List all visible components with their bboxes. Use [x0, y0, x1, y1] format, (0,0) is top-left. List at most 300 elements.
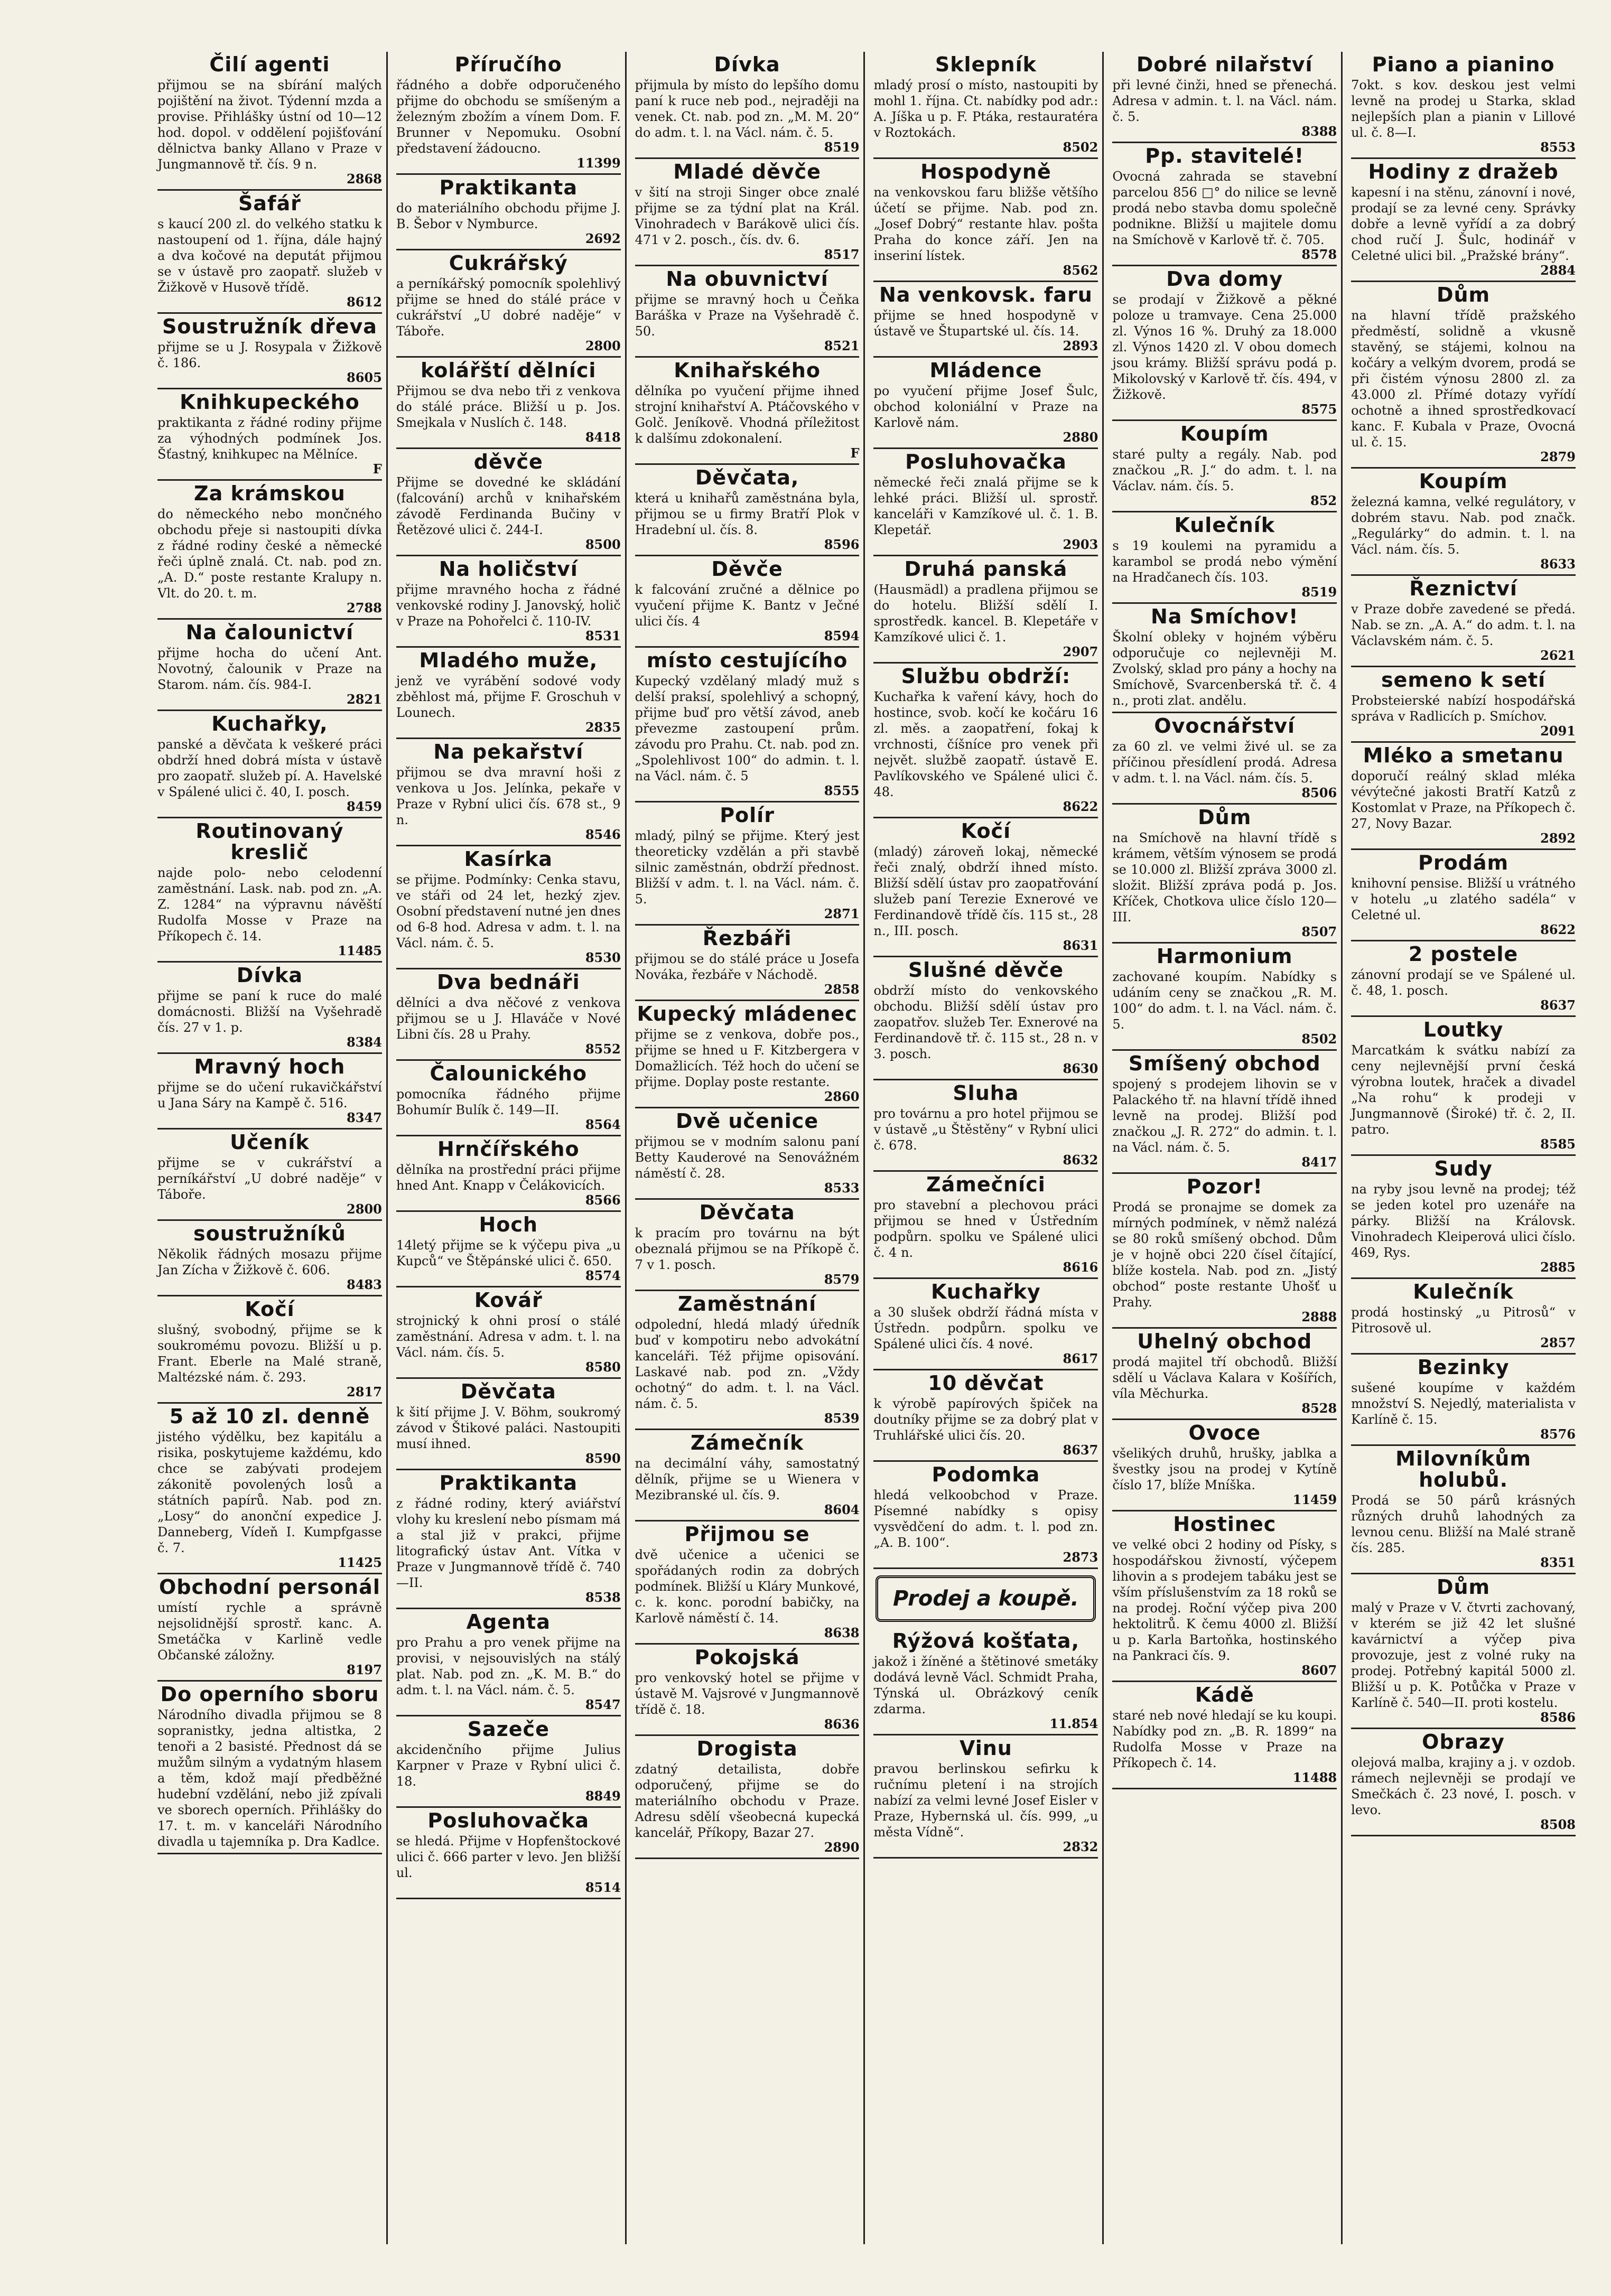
- ad-text: na venkovskou faru bližše většího účetí se přijme. Nab. pod zn. „Josef Dobrý“ restante hlav. pošta Praha do konce září. Jen na inseriní lístek.: [873, 185, 1098, 263]
- classified-ad: [635, 1430, 860, 1522]
- ad-text: v Praze dobře zavedené se předá. Nab. se zn. „A. A.“ do adm. t. l. na Václavském nám. č. 5.: [1351, 602, 1576, 648]
- ad-text: přijmou se na sbírání malých pojištění na život. Týdenní mzda a provise. Přihlášky ústní od 10—12 hod. dopol. v oddělení pojišťování dělnictva banky Allano v Praze v Jungmannově tř. čís. 9 n.: [157, 78, 382, 172]
- ad-heading: místo cestujícího: [646, 649, 848, 672]
- classified-ad: [396, 449, 621, 556]
- ad-heading: kolářští dělníci: [421, 359, 597, 382]
- ad-text: zánovní prodají se ve Spálené ul. č. 48, 1. posch.: [1351, 967, 1576, 998]
- ad-number: 8483: [347, 1277, 382, 1292]
- ad-heading: Milovníkům holubů.: [1395, 1447, 1531, 1491]
- ad-text: která u knihařů zaměstnána byla, přijmou se u firmy Bratří Plok v Hradební ul. čís. 8.: [635, 491, 860, 537]
- ad-text: jakož i žíněné a štětinové smetáky dodává levně Václ. Schmidt Praha, Týnská ul. Obrázkový ceník zdarma.: [873, 1654, 1098, 1716]
- ad-number: 8519: [824, 139, 860, 155]
- ad-text: dělníka na prostřední práci přijme hned Ant. Knapp v Čelákovicích.: [396, 1162, 621, 1193]
- ad-text: Prodá se 50 párů krásných různých druhů lahodných za levnou cenu. Bližší na Malé straně čís. 285.: [1351, 1493, 1576, 1555]
- ad-text: Ovocná zahrada se stavební parcelou 856 □° do nilice se levně prodá nebo stavba domu společně podnikne. Bližší u majitele domu na Smíchově v Karlově tř. č. 705.: [1112, 169, 1337, 247]
- ad-heading: Agenta: [466, 1610, 551, 1634]
- ad-heading: 2 postele: [1408, 942, 1519, 966]
- ad-text: olejová malba, krajiny a j. v ozdob. rámech nejlevněji se prodají ve Smečkách č. 23 nové, I. posch. v levo.: [1351, 1755, 1576, 1817]
- ad-text: přijme mravného hocha z řádné venkovské rodiny J. Janovský, holič v Praze na Pohořelci č. 110-IV.: [396, 582, 621, 629]
- classified-ad: [873, 1370, 1098, 1462]
- ad-text: pro továrnu a pro hotel přijmou se v ústavě „u Štěstěny“ v Rybní ulici č. 678.: [873, 1106, 1098, 1153]
- ad-heading: Děvče: [711, 557, 783, 581]
- ad-number: 8590: [585, 1451, 621, 1466]
- classified-ad: [635, 1736, 860, 1859]
- ad-number: 2860: [824, 1089, 860, 1104]
- ad-number: 8531: [585, 628, 621, 643]
- ad-heading: Příručího: [454, 53, 562, 76]
- ad-text: 14letý přijme se k výčepu piva „u Kupců“ ve Štěpánské ulici č. 650.: [396, 1238, 621, 1268]
- ad-heading: Koupím: [1419, 470, 1508, 493]
- ad-number: 8630: [1063, 1061, 1098, 1076]
- ad-number: 8576: [1540, 1426, 1576, 1442]
- classified-ad: [1351, 743, 1576, 850]
- ad-number: 11.854: [1049, 1716, 1098, 1731]
- ad-number: 8528: [1301, 1401, 1337, 1416]
- ad-heading: Dům: [1436, 1575, 1491, 1599]
- ad-heading: Harmonium: [1156, 945, 1293, 968]
- ad-text: přijme se z venkova, dobře pos., přijme se hned u F. Kitzbergera v Domažlicích. Též hoch do učení se přijme. Doplay poste restante.: [635, 1027, 860, 1089]
- ad-number: 2888: [1301, 1309, 1337, 1324]
- ad-text: na Smíchově na hlavní třídě s krámem, větším výnosem se prodá se 10.000 zl. Bližší zpráva 3000 zl. složit. Bližší zpráva podá p. Jos. Kříček, Chotkova ulice číslo 120—III.: [1112, 830, 1337, 925]
- classified-ad: [1351, 1729, 1576, 1836]
- ad-number: 2091: [1540, 723, 1576, 739]
- classified-ad: [396, 1212, 621, 1287]
- classified-ad: [157, 711, 382, 818]
- ad-number: 8637: [1540, 997, 1576, 1013]
- ad-heading: Hrnčířského: [437, 1137, 580, 1161]
- ad-number: 2868: [347, 171, 382, 186]
- column-2: [392, 52, 627, 2244]
- ad-number: 8586: [1540, 1710, 1576, 1725]
- ad-text: prodá hostinský „u Pitrosů“ v Pitrosově ul.: [1351, 1305, 1576, 1336]
- ad-heading: Na pekařství: [433, 740, 584, 763]
- ad-heading: Obchodní personál: [159, 1575, 380, 1599]
- ad-text: mladý, pilný se přijme. Který jest theoreticky vzdělán a při stavbě silnic zaměstnán, obdrží přednost. Bližší v adm. t. l. na Václ. nám. č. 5.: [635, 828, 860, 907]
- ad-number: 11485: [338, 943, 382, 958]
- ad-number: 8552: [585, 1041, 621, 1057]
- ad-heading: Hospodyně: [920, 160, 1051, 183]
- ad-heading: Dívka: [714, 53, 780, 76]
- ad-number: 8502: [1063, 139, 1098, 155]
- classified-ad: [635, 358, 860, 465]
- ad-heading: Na Smíchov!: [1151, 605, 1299, 628]
- ad-number: 11488: [1292, 1770, 1337, 1785]
- ad-text: knihovní pensise. Bližší u vrátného v hotelu „u zlatého sadéla“ v Celetné ul.: [1351, 876, 1576, 922]
- classified-ad: [1351, 941, 1576, 1017]
- ad-heading: Dům: [1198, 806, 1252, 829]
- ad-number: 8517: [824, 247, 860, 262]
- ad-text: praktikanta z řádné rodiny přijme za výhodných podmínek Jos. Šťastný, knihkupec na Mělníce.: [157, 415, 382, 462]
- ad-number: 8418: [585, 430, 621, 445]
- ad-heading: Zámečníci: [926, 1173, 1046, 1196]
- ad-heading: Kádě: [1195, 1683, 1254, 1706]
- ad-heading: Zaměstnání: [678, 1292, 817, 1315]
- classified-ad: [1351, 1017, 1576, 1156]
- ad-heading: Děvčata,: [695, 466, 799, 489]
- classified-ad: [157, 1221, 382, 1296]
- ad-number: 2821: [347, 692, 382, 707]
- classified-ad: [396, 846, 621, 969]
- ad-heading: Polír: [720, 804, 775, 827]
- ad-text: na ryby jsou levně na prodej; též se jeden kotel pro uzenáře na párky. Bližší na Královsk. Vinohradech Kleiperová ulici číslo. 469, Rys.: [1351, 1182, 1576, 1260]
- ad-number: 8580: [585, 1359, 621, 1375]
- ad-text: všelikých druhů, hrušky, jablka a švestky jsou na prodej v Kytíně číslo 17, blíže Mníška.: [1112, 1446, 1337, 1492]
- ad-text: k šití přijme J. V. Böhm, soukromý závod v Štikové paláci. Nastoupiti musí ihned.: [396, 1405, 621, 1451]
- ad-heading: Dům: [1436, 283, 1491, 306]
- ad-text: kapesní i na stěnu, zánovní i nové, prodají se za levné ceny. Správky dobře a levně vyřídí a za dobrý chod ručí J. Šulc, hodinář v Celetné ulici bil. „Pražské brány“.: [1351, 185, 1576, 263]
- classified-ad: [396, 1609, 621, 1716]
- ad-heading: Řezbáři: [702, 927, 792, 950]
- ad-heading: Službu obdrží:: [901, 665, 1071, 688]
- ad-heading: Kočí: [961, 819, 1011, 843]
- ad-text: staré pulty a regály. Nab. pod značkou „R. J.“ do adm. t. l. na Václav. nám. čís. 5.: [1112, 447, 1337, 493]
- ad-heading: Koupím: [1180, 422, 1269, 445]
- ad-number: 8506: [1301, 785, 1337, 800]
- ad-number: 8564: [585, 1117, 621, 1132]
- classified-ad: [396, 1716, 621, 1808]
- ad-number: 2832: [1063, 1839, 1098, 1854]
- ad-heading: Druhá panská: [904, 557, 1068, 581]
- ad-heading: Kuchařky,: [211, 712, 328, 735]
- ad-text: pro stavební a plechovou práci přijmou se hned v Ústředním podpůrn. spolku ve Spálené ulici č. 4 n.: [873, 1198, 1098, 1260]
- classified-ad: [1351, 1355, 1576, 1446]
- ad-text: železná kamna, velké regulátory, v dobrém stavu. Nab. pod značk. „Regulárky“ do admin. t. l. na Václ. nám. čís. 5.: [1351, 494, 1576, 557]
- ad-number: 8502: [1301, 1031, 1337, 1047]
- ad-text: přijme se hned hospodyně v ústavě ve Štupartské ul. čís. 14.: [873, 308, 1098, 339]
- classified-ad: [157, 481, 382, 620]
- ad-number: 2880: [1063, 430, 1098, 445]
- ad-text: přijmou se do stálé práce u Josefa Nováka, řezbáře v Náchodě.: [635, 951, 860, 982]
- ad-text: pro Prahu a pro venek přijme na provisi, v nejsouvislých na stálý plat. Nab. pod zn. „K. M. B.“ do adm. t. l. na Václ. nám. č. 5.: [396, 1635, 621, 1697]
- ad-heading: Soustružník dřeva: [162, 315, 377, 338]
- ad-number: 2858: [824, 982, 860, 997]
- classified-columns: [153, 52, 1580, 2244]
- ad-heading: Praktikanta: [439, 1471, 578, 1495]
- ad-text: s kaucí 200 zl. do velkého statku k nastoupení od 1. října, dále hajný a dva kočové na deputát přijmou se v ústavě pro zaopatř. služeb v Žižkově v Husově třídě.: [157, 217, 382, 295]
- ad-number: 8459: [347, 799, 382, 814]
- classified-ad: [635, 52, 860, 159]
- ad-text: umístí rychle a správně nejsolidnější sprostř. kanc. A. Smetáčka v Karlině vedle Občanské záložny.: [157, 1600, 382, 1663]
- classified-ad: [635, 1291, 860, 1430]
- ad-number: 8507: [1301, 924, 1337, 939]
- ad-text: Přijme se dovedné ke skládání (falcování) archů v knihařském závodě Ferdinanda Bučiny v Řetězové ulici č. 244-I.: [396, 475, 621, 537]
- ad-number: 8521: [824, 338, 860, 353]
- ad-number: 8514: [585, 1880, 621, 1895]
- ad-number: F: [373, 461, 382, 477]
- ad-text: Probsteierské nabízí hospodářská správa v Radlicích p. Smíchov.: [1351, 693, 1576, 724]
- classified-ad: [1112, 143, 1337, 266]
- ad-heading: Ovocnářství: [1154, 714, 1296, 738]
- ad-heading: Kuchařky: [930, 1280, 1041, 1303]
- classified-ad: [635, 465, 860, 556]
- ad-heading: Pozor!: [1186, 1175, 1263, 1198]
- ad-number: 8555: [824, 783, 860, 798]
- ad-text: obdrží místo do venkovského obchodu. Bližší sdělí ústav pro zaopatřov. služeb Ter. Exnerové na Ferdinandově tř. č. 115 st., 28 n. v 3. posch.: [873, 983, 1098, 1061]
- ad-number: 8575: [1301, 402, 1337, 417]
- ad-number: 2884: [1540, 263, 1576, 278]
- ad-number: 8612: [347, 294, 382, 310]
- ad-heading: 10 děvčat: [928, 1371, 1044, 1395]
- classified-ad: [873, 1628, 1098, 1735]
- classified-ad: [1112, 1174, 1337, 1329]
- ad-number: 8500: [585, 537, 621, 552]
- classified-ad: [635, 1108, 860, 1200]
- ad-text: 7okt. s kov. deskou jest velmi levně na prodej u Starka, sklad nejlepších plan a pianin v Lillové ul. č. 8—I.: [1351, 78, 1576, 140]
- classified-ad: [1351, 667, 1576, 743]
- ad-number: 8631: [1063, 938, 1098, 953]
- ad-text: přijmula by místo do lepšího domu paní k ruce neb pod., nejraději na venek. Ct. nab. pod zn. „M. M. 20“ do adm. t. l. na Václ. nám. č. 5.: [635, 78, 860, 140]
- column-5: [1108, 52, 1343, 2244]
- ad-number: 8607: [1301, 1663, 1337, 1678]
- ad-text: a perníkářský pomocník spolehlivý přijme se hned do stálé práce v cukrářství „U dobré naděje“ v Táboře.: [396, 276, 621, 339]
- classified-ad: [873, 1080, 1098, 1172]
- classified-ad: [635, 266, 860, 358]
- ad-text: Kupecký vzdělaný mladý muž s delší praksí, spolehlivý a schopný, přijme buď pro větší závod, aneb převezme zastoupení prům. závodu pro Prahu. Ct. nab. pod zn. „Spolehlivost 100“ do admin. t. l. na Václ. nám. č. 5: [635, 674, 860, 783]
- ad-number: 8605: [347, 370, 382, 385]
- ad-heading: Dvě učenice: [676, 1109, 819, 1133]
- ad-number: 8546: [585, 827, 621, 842]
- section-banner: [876, 1575, 1096, 1622]
- ad-text: mladý prosí o místo, nastoupiti by mohl 1. října. Ct. nabídky pod adr.: A. Jíška u p. F. Ptáka, restauratéra v Roztokách.: [873, 78, 1098, 140]
- classified-ad: [1112, 421, 1337, 512]
- ad-heading: Ovoce: [1188, 1421, 1261, 1444]
- classified-ad: [157, 620, 382, 711]
- ad-text: přijme se u J. Rosypala v Žižkově č. 186.: [157, 340, 382, 370]
- ad-number: 11399: [576, 155, 621, 171]
- classified-ad: [1112, 512, 1337, 604]
- classified-ad: [873, 664, 1098, 818]
- classified-ad: [873, 1172, 1098, 1279]
- ad-number: 8579: [824, 1272, 860, 1287]
- ad-heading: Čilí agenti: [209, 53, 330, 76]
- ad-text: přijme hocha do učení Ant. Novotný, čalounik v Praze na Starom. nám. čís. 984-I.: [157, 646, 382, 692]
- ad-text: po vyučení přijme Josef Šulc, obchod koloniální v Praze na Karlově nám.: [873, 384, 1098, 430]
- classified-ad: [396, 1470, 621, 1609]
- classified-ad: [1112, 52, 1337, 143]
- ad-number: 2857: [1540, 1335, 1576, 1350]
- ad-number: 2907: [1063, 644, 1098, 659]
- ad-text: k pracím pro továrnu na být obeznalá přijmou se na Příkopě č. 7 v 1. posch.: [635, 1226, 860, 1272]
- ad-heading: Na čalounictví: [185, 621, 354, 644]
- classified-ad: [873, 556, 1098, 664]
- ad-text: odpolední, hledá mladý úředník buď v kompotiru nebo advokátní kanceláři. Též přijme opisování. Laskavé nab. pod zn. „Vždy ochotný“ do adm. t. l. na Václ. nám. č. 5.: [635, 1317, 860, 1411]
- column-1: [153, 52, 388, 2244]
- ad-text: hledá velkoobchod v Praze. Písemné nabídky s opisy vysvědčení do adm. t. l. pod zn. „A. B. 100“.: [873, 1488, 1098, 1550]
- classified-ad: [1351, 52, 1576, 159]
- classified-ad: [635, 802, 860, 926]
- ad-heading: Posluhovačka: [427, 1809, 590, 1832]
- classified-ad: [1112, 266, 1337, 421]
- ad-heading: Knihařského: [674, 359, 821, 382]
- ad-number: 8633: [1540, 556, 1576, 572]
- ad-text: Národního divadla přijmou se 8 sopranistky, jedna altistka, 2 tenoři a 2 basisté. Přednost dá se mužům silným a vydatným hlasem a těm, kdož mají předběžné hudební vzdělání, nebo již zpívali ve sborech operních. Přihlášky do 17. t. m. v kanceláři Národního divadla u tajemníka p. Dra Kadlce.: [157, 1707, 382, 1849]
- ad-text: akcidenčního přijme Julius Karpner v Praze v Rybní ulici č. 18.: [396, 1742, 621, 1789]
- classified-ad: [635, 556, 860, 648]
- classified-ad: [1112, 604, 1337, 713]
- ad-heading: Praktikanta: [439, 176, 578, 199]
- classified-ad: [873, 1462, 1098, 1569]
- ad-text: dělníci a dva něčové z venkova přijmou se u J. Hlaváče v Nové Libni čís. 28 u Prahy.: [396, 995, 621, 1042]
- ad-text: staré neb nové hledají se ku koupi. Nabídky pod zn. „B. R. 1899“ na Rudolfa Mosse v Praze na Příkopech č. 14.: [1112, 1708, 1337, 1770]
- ad-text: pomocníka řádného přijme Bohumír Bulík č. 149—II.: [396, 1087, 621, 1117]
- ad-heading: Dva bednáři: [436, 970, 580, 994]
- ad-heading: Piano a pianino: [1372, 53, 1555, 76]
- ad-text: přijmou se v modním salonu paní Betty Kauderové na Senovážném náměstí č. 28.: [635, 1134, 860, 1181]
- ad-text: prodá majitel tří obchodů. Bližší sdělí u Václava Kalara v Košířích, víla Měchurka.: [1112, 1355, 1337, 1401]
- classified-ad: [396, 1136, 621, 1212]
- ad-number: 8553: [1540, 139, 1576, 155]
- ad-heading: Loutky: [1423, 1018, 1504, 1041]
- ad-text: se hledá. Přijme v Hopfenštockové ulici č. 666 parter v levo. Jen bližší ul.: [396, 1834, 621, 1880]
- ad-heading: Mladé děvče: [673, 160, 821, 183]
- classified-ad: [873, 159, 1098, 282]
- ad-text: přijme se paní k ruce do malé domácnosti. Bližší na Vyšehradě čís. 27 v 1. p.: [157, 988, 382, 1035]
- ad-text: Školní obleky v hojném výběru odporučuje co nejlevněji M. Zvolský, sklad pro pány a hochy na Smíchově, Svarcenberská tř. č. 4 n., proti zlat. andělu.: [1112, 630, 1337, 708]
- classified-ad: [873, 1735, 1098, 1859]
- ad-heading: Kulečník: [1174, 514, 1275, 537]
- classified-ad: [1351, 1446, 1576, 1574]
- column-3: [631, 52, 865, 2244]
- ad-number: 2892: [1540, 830, 1576, 846]
- ad-text: malý v Praze v V. čtvrti zachovaný, v kterém se již 42 let slušné kavárnictví a výčep piva provozuje, jest z volné ruky na prodej. Potřebný kapitál 5000 zl. Bližší u p. K. Potůčka v Praze v Karlíně č. 540—II. proti kostelu.: [1351, 1600, 1576, 1710]
- classified-ad: [157, 52, 382, 191]
- ad-text: dělníka po vyučení přijme ihned strojní knihařství A. Ptáčovského v Golč. Jeníkově. Vhodná příležitost k dalšímu zdokonalení.: [635, 384, 860, 446]
- ad-number: 11425: [338, 1555, 382, 1570]
- classified-ad: [635, 1522, 860, 1645]
- ad-heading: Děvčata: [699, 1201, 795, 1224]
- ad-heading: soustružníků: [193, 1222, 346, 1245]
- ad-heading: Přijmou se: [684, 1523, 810, 1546]
- ad-number: 8351: [1540, 1555, 1576, 1570]
- classified-ad: [157, 963, 382, 1054]
- ad-heading: Mléko a smetanu: [1363, 744, 1564, 767]
- classified-ad: [1112, 1420, 1337, 1511]
- ad-text: Několik řádných mosazu přijme Jan Zícha v Žižkově č. 606.: [157, 1247, 382, 1277]
- ad-heading: Zámečník: [690, 1431, 804, 1454]
- ad-heading: Kočí: [245, 1298, 295, 1321]
- classified-ad: [635, 1001, 860, 1108]
- ad-number: 8594: [824, 628, 860, 643]
- ad-heading: Routinovaný kreslič: [195, 819, 344, 864]
- section-banner-label: Prodej a koupě.: [893, 1586, 1079, 1611]
- ad-number: 8638: [824, 1625, 860, 1640]
- classified-ad: [157, 1130, 382, 1221]
- ad-heading: Sluha: [953, 1081, 1019, 1105]
- ad-heading: Prodám: [1418, 851, 1509, 874]
- ad-text: na hlavní třídě pražského předměstí, solidně a vkusně stavěný, se stájemi, kolnou na kočáry a velkým dvorem, prodá se při čistém výnosu 2800 zl. za 43.000 zl. Přímé dotazy vyřídí ochotně a ihned sprostředkovací kanc. F. Kubala v Praze, Ovocná ul. č. 15.: [1351, 308, 1576, 450]
- ad-number: 852: [1310, 493, 1337, 508]
- classified-ad: [873, 282, 1098, 358]
- ad-text: se prodají v Žižkově a pěkné poloze u tramvaye. Cena 25.000 zl. Výnos 16 %. Druhý za 18.000 zl. Výnos 1420 zl. V obou domech jsou krámy. Bližší správu podá p. Mikolovský v Karlově tř. čís. 494, v Žižkově.: [1112, 292, 1337, 402]
- ad-number: 8636: [824, 1716, 860, 1732]
- ad-text: při levné činži, hned se přenechá. Adresa v admin. t. l. na Václ. nám. č. 5.: [1112, 78, 1337, 124]
- ad-text: do materiálního obchodu přijme J. B. Šebor v Nymburce.: [396, 201, 621, 231]
- classified-ad: [873, 358, 1098, 449]
- ad-heading: Za krámskou: [194, 482, 346, 505]
- ad-text: dvě učenice a učenici se spořádaných rodin za dobrých podmínek. Bližší u Kláry Munkové, c. k. konc. porodní babičky, na Karlově náměstí č. 14.: [635, 1547, 860, 1626]
- ad-number: 8562: [1063, 263, 1098, 278]
- classified-ad: [635, 1200, 860, 1291]
- classified-ad: [1351, 1156, 1576, 1279]
- column-6: [1347, 52, 1580, 2244]
- classified-ad: [873, 957, 1098, 1080]
- ad-text: v šití na stroji Singer obce znalé přijme se za týdní plat na Král. Vinohradech v Barákově ulici čís. 471 v 2. posch., čís. dv. 6.: [635, 185, 860, 247]
- ad-number: 2621: [1540, 648, 1576, 663]
- ad-heading: Učeník: [230, 1131, 310, 1154]
- ad-text: za 60 zl. ve velmi živé ul. se za příčinou přesídlení prodá. Adresa v adm. t. l. na Václ. nám. čís. 5.: [1112, 739, 1337, 786]
- classified-ad: [157, 1054, 382, 1130]
- column-4: [869, 52, 1104, 2244]
- ad-text: jistého výdělku, bez kapitálu a risika, poskytujeme každému, kdo chce se zabývati prodejem zákonitě povolených losů a státních papírů. Nab. pod zn. „Losy“ do anonční expedice J. Danneberg, Vídeň I. Kumpfgasse č. 7.: [157, 1430, 382, 1555]
- ad-number: 2692: [585, 231, 621, 246]
- classified-ad: [635, 648, 860, 802]
- classified-ad: [1112, 713, 1337, 805]
- ad-heading: Cukrářský: [449, 251, 568, 275]
- ad-heading: Bezinky: [1417, 1356, 1510, 1379]
- ad-number: 8533: [824, 1180, 860, 1196]
- ad-text: najde polo- nebo celodenní zaměstnání. Lask. nab. pod zn. „A. Z. 1284“ na výpravnu návěští Rudolfa Mosse v Praze na Příkopech č. 14.: [157, 865, 382, 944]
- ad-text: do německého nebo mončného obchodu přeje si nastoupiti dívka z řádné rodiny české a německé řeči úplně znalá. Ct. nab. pod zn. „A. D.“ poste restante Kralupy n. Vlt. do 20. t. m.: [157, 507, 382, 601]
- ad-text: Prodá se pronajme se domek za mírných podmínek, v němž nalézá se 80 roků smíšený obchod. Dům je v hojně obci 220 čísel čítající, blíže kostela. Nab. pod zn. „Jistý obchod“ poste restante Uhošť u Prahy.: [1112, 1200, 1337, 1310]
- ad-heading: 5 až 10 zl. denně: [169, 1405, 370, 1428]
- ad-heading: Smíšený obchod: [1128, 1052, 1321, 1075]
- ad-heading: Slušné děvče: [908, 958, 1064, 982]
- ad-heading: Vinu: [959, 1737, 1012, 1760]
- ad-number: 8547: [585, 1697, 621, 1712]
- classified-ad: [1351, 282, 1576, 469]
- ad-text: pravou berlinskou sefirku k ručnímu pletení i na strojích nabízí za velmi levné Josef Eisler v Praze, Hybernská ul. čís. 999, „u města Vídně“.: [873, 1761, 1098, 1840]
- classified-ad: [396, 250, 621, 358]
- ad-number: 2873: [1063, 1550, 1098, 1565]
- ad-number: F: [850, 445, 860, 461]
- ad-text: z řádné rodiny, který aviářství vlohy ku kreslení nebo písmam má a stal již v prakci, přijme litografický ústav Ant. Vítka v Praze v Jungmannově třídě č. 740—II.: [396, 1496, 621, 1590]
- classified-ad: [1351, 159, 1576, 282]
- classified-ad: [1112, 1682, 1337, 1789]
- ad-heading: Posluhovačka: [905, 450, 1067, 473]
- ad-number: 8849: [585, 1788, 621, 1804]
- ad-heading: Mládence: [929, 359, 1042, 382]
- classified-ad: [396, 175, 621, 250]
- ad-number: 2903: [1063, 537, 1098, 552]
- classified-ad: [1351, 576, 1576, 667]
- ad-text: zdatný detailista, dobře odporučený, přijme se do materiálního obchodu v Praze. Adresu sdělí všeobecná kupecká kancelář, Příkopy, Bazar 27.: [635, 1762, 860, 1840]
- ad-text: k výrobě papírových špiček na doutníky přijme se za dobrý plat v Truhlářské ulici čís. 20.: [873, 1396, 1098, 1443]
- ad-text: ve velké obci 2 hodiny od Písky, s hospodářskou živností, výčepem lihovin a s prodejem tabáku jest se vším příslušenstvím za 18 roků se na prodej. Roční výčep piva 200 hektolitrů. K čemu 4000 zl. Bližší u p. Karla Bartoňka, hostinského na Pankraci čís. 9.: [1112, 1537, 1337, 1663]
- ad-text: Kuchařka k vaření kávy, hoch do hostince, svob. kočí ke kočáru 16 zl. měs. a zaopatření, fokaj k vrchnosti, číšníce pro venek při největ. službě zaopatř. ústavě E. Pavlíkovského ve Spálené ulici č. 48.: [873, 689, 1098, 799]
- ad-text: spojený s prodejem lihovin se v Palackého tř. na hlavní třídě ihned levně na prodej. Bližší pod značkou „J. R. 272“ do admin. t. l. na Václ. nám. č. 5.: [1112, 1077, 1337, 1155]
- classified-ad: [157, 1296, 382, 1404]
- ad-heading: Na obuvnictví: [666, 267, 828, 291]
- ad-heading: Sazeče: [467, 1718, 550, 1741]
- ad-number: 8596: [824, 537, 860, 552]
- classified-ad: [873, 449, 1098, 556]
- ad-heading: Mravný hoch: [194, 1055, 346, 1078]
- ad-number: 2800: [585, 338, 621, 353]
- ad-text: pro venkovský hotel se přijme v ústavě M. Vajsrové v Jungmannově třídě č. 18.: [635, 1670, 860, 1717]
- ad-number: 8538: [585, 1590, 621, 1605]
- ad-text: řádného a dobře odporučeného přijme do obchodu se smíšeným a železným zbožím a vínem Dom. F. Brunner v Nepomuku. Osobní představení žádoucno.: [396, 78, 621, 156]
- ad-number: 2788: [347, 600, 382, 615]
- classified-ad: [873, 52, 1098, 159]
- ad-number: 8508: [1540, 1817, 1576, 1832]
- classified-ad: [396, 739, 621, 846]
- ad-text: zachované koupím. Nabídky s udáním ceny se značkou „R. M. 100“ do adm. t. l. na Václ. nám. č. 5.: [1112, 969, 1337, 1032]
- classified-ad: [157, 1574, 382, 1682]
- ad-heading: Dívka: [236, 964, 303, 987]
- ad-text: slušný, svobodný, přijme se k soukromému povozu. Bližší u p. Frant. Eberle na Malé straně, Maltézské nám. č. 293.: [157, 1322, 382, 1385]
- ad-number: 2885: [1540, 1259, 1576, 1275]
- classified-ad: [873, 1279, 1098, 1370]
